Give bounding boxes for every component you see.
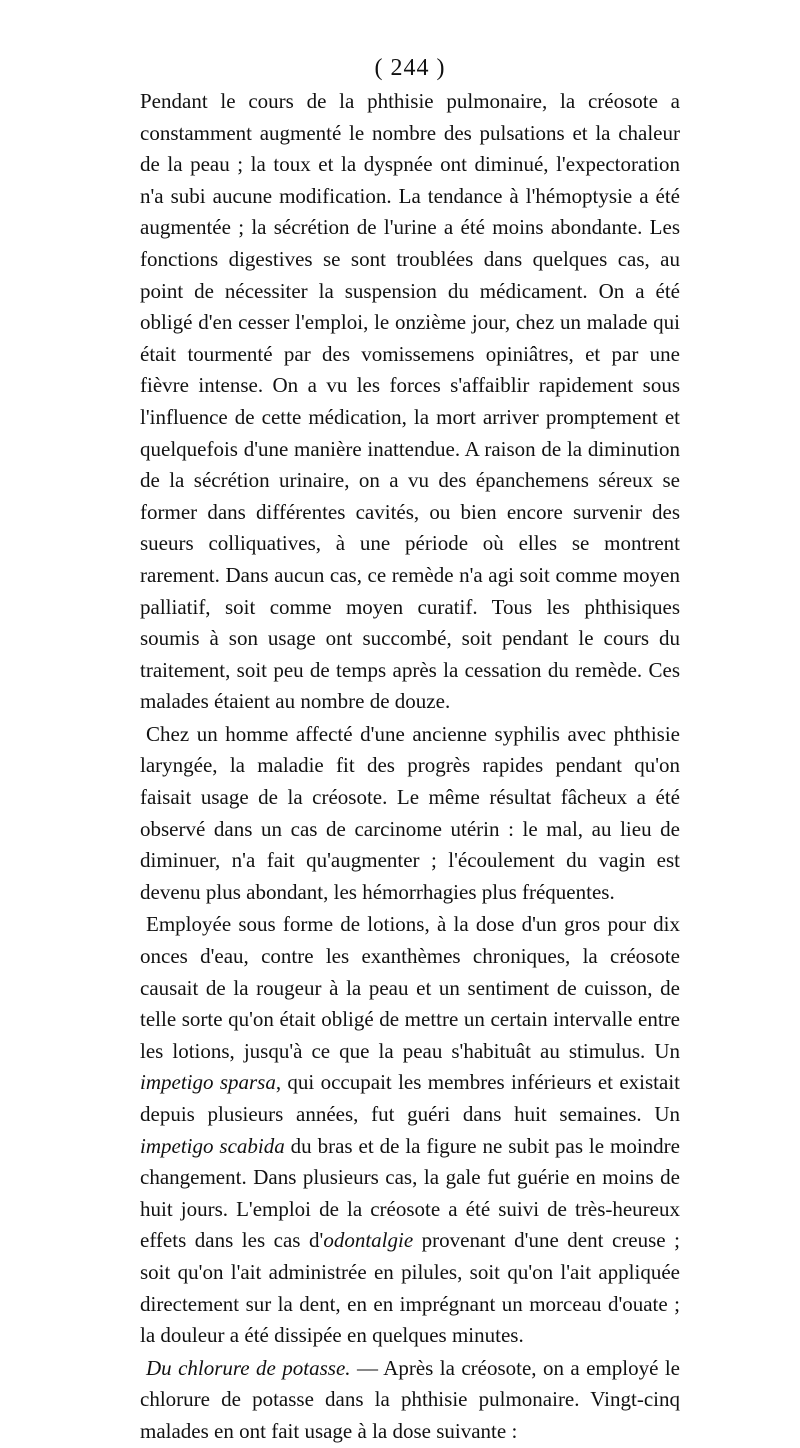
term-odontalgie: odontalgie — [323, 1228, 414, 1253]
lotions-text-g: provenant d'une dent creuse ; soit qu'on l'ait administrée en pilules, soit qu'on l'ait appliquée directement sur la dent, en en imprégnant un morceau d'ouate ; la douleur a été dissipée en quelques minutes. — [140, 1228, 680, 1348]
page-number: ( 244 ) — [374, 55, 446, 81]
section-heading-chlorure: Du chlorure de potasse. — [146, 1355, 351, 1380]
paragraph-syphilis-carcinoma: Chez un homme affecté d'une ancienne syphilis avec phthisie laryngée, la maladie fit des progrès rapides pendant qu'on faisait usage de la créosote. Le même résultat fâcheux a été observé dans un cas de carcinome utérin : le mal, au lieu de diminuer, n'a fait qu'augmenter ; l'écoulement du vagin est devenu plus abondant, les hémorrhagies plus fréquentes. — [140, 721, 680, 904]
paragraph-chlorure-potasse — [140, 1353, 680, 1448]
term-impetigo-scabida: impetigo scabida — [140, 1133, 285, 1158]
paragraph-creosote-phthisis: Pendant le cours de la phthisie pulmonaire, la créosote a constamment augmenté le nombre des pulsations et la chaleur de la peau ; la toux et la dyspnée ont diminué, l'expectoration n'a subi aucune modification. La tendance à l'hémoptysie a été augmentée ; la sécrétion de l'urine a été moins abondante. Les fonctions digestives se sont troublées dans quelques cas, au point de nécessiter la suspension du médicament. On a été obligé d'en cesser l'emploi, le onzième jour, chez un malade qui était tourmenté par des vomissemens opiniâtres, et par une fièvre intense. On a vu les forces s'affaiblir rapidement sous l'influence de cette médication, la mort arriver promptement et quelquefois d'une manière inattendue. A raison de la diminution de la sécrétion urinaire, on a vu des épanchemens séreux se former dans différentes cavités, ou bien encore survenir des sueurs colliquatives, à une période où elles se montrent rarement. Dans aucun cas, ce remède n'a agi soit comme moyen palliatif, soit comme moyen curatif. Tous les phthisiques soumis à son usage ont succombé, soit pendant le cours du traitement, soit peu de temps après la cessation du remède. Ces malades étaient au nombre de douze. — [140, 89, 680, 714]
lotions-text-c: , qui occupait les membres inférieurs et existait depuis plusieurs années, fut guéri dans huit semaines. Un — [140, 1070, 680, 1126]
paragraph-lotions — [140, 909, 680, 1351]
lotions-text-a: Employée sous forme de lotions, à la dose d'un gros pour dix onces d'eau, contre les exanthèmes chroniques, la créosote causait de la rougeur à la peau et un sentiment de cuisson, de telle sorte qu'on était obligé de mettre un certain intervalle entre les lotions, jusqu'à ce que la peau s'habituât au stimulus. Un — [140, 912, 680, 1063]
lotions-text-e: du bras et de la figure ne subit pas le moindre changement. Dans plusieurs cas, la gale fut guérie en moins de huit jours. L'emploi de la créosote a été suivi de très-heureux effets dans les cas d' — [140, 1133, 680, 1253]
term-impetigo-sparsa: impetigo sparsa — [140, 1070, 276, 1095]
chlorure-text: — Après la créosote, on a employé le chlorure de potasse dans la phthisie pulmonaire. Vingt-cinq malades en ont fait usage à la dose suivante : — [140, 1355, 680, 1443]
